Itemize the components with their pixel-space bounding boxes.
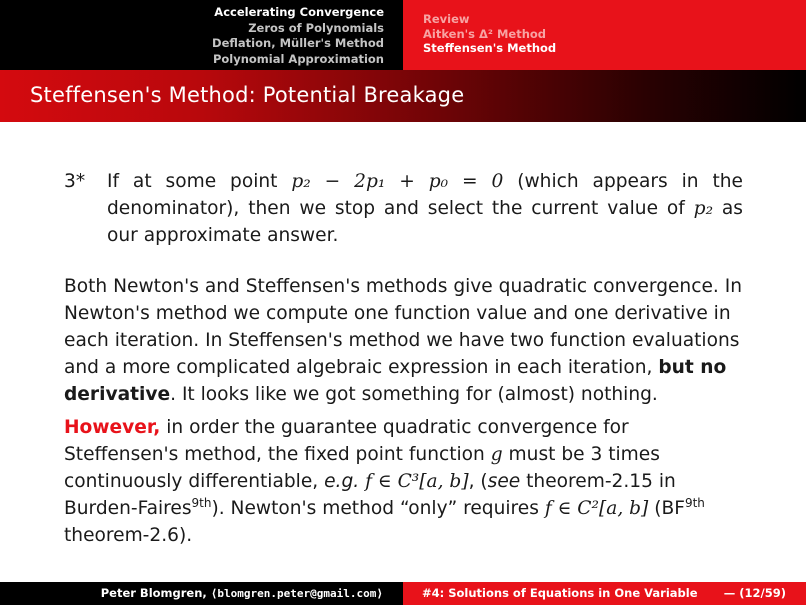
nav-subsection-aitkens-method[interactable]: Aitken's Δ² Method <box>423 26 547 41</box>
nav-section-deflation-mullers-method[interactable]: Deflation, Müller's Method <box>212 36 384 50</box>
denominator-formula: p₂ − 2p₁ + p₀ = 0 <box>291 171 504 192</box>
paragraph-text: (BF <box>648 498 685 519</box>
eg-abbrev: e.g. <box>324 471 360 492</box>
lecture-title: #4: Solutions of Equations in One Variable <box>422 586 698 600</box>
variable-p2: p₂ <box>693 198 714 219</box>
edition-superscript: 9th <box>684 495 705 510</box>
step-text-part: If at some point <box>107 171 292 192</box>
edition-superscript: 9th <box>191 495 212 510</box>
paragraph-text: theorem-2.6). <box>64 525 193 546</box>
paragraph-convergence <box>64 273 746 408</box>
step-text <box>107 168 743 249</box>
header-navigation <box>0 0 806 70</box>
nav-section-accelerating-convergence[interactable]: Accelerating Convergence <box>214 5 384 19</box>
paragraph-text: theorem-2.15 in Burden-Faires <box>64 471 676 519</box>
author-email: ⟨blomgren.peter@gmail.com⟩ <box>210 587 383 600</box>
page-counter: — (12/59) <box>723 586 786 600</box>
slide-title: Steffensen's Method: Potential Breakage <box>30 83 465 107</box>
see-word: see <box>487 471 521 492</box>
footer-lecture <box>403 582 806 605</box>
nav-section-polynomial-approximation[interactable]: Polynomial Approximation <box>212 51 384 66</box>
paragraph-text: must be 3 times continuously differentiable, <box>64 444 660 492</box>
footer-author <box>0 582 403 605</box>
paragraph-however <box>64 414 746 549</box>
nav-subsection-steffensens-method[interactable]: Steffensen's Method <box>423 41 557 55</box>
author-name: Peter Blomgren, <box>100 586 207 600</box>
step-text-part: (which appears in the denominator), then we stop and select the current value of <box>107 171 743 219</box>
paragraph-text: , ( <box>468 471 488 492</box>
however-emphasis: However, <box>64 417 161 438</box>
section-navigation <box>0 0 403 70</box>
paragraph-text: in order the guarantee quadratic convergence for Steffensen's method, the fixed point function <box>64 417 629 465</box>
condition-c3: f ∈ C³[a, b] <box>365 471 469 492</box>
footer-bar <box>0 582 806 605</box>
paragraph-text: ). Newton's method “only” requires <box>211 498 545 519</box>
step-text-part: as our approximate answer. <box>107 198 743 246</box>
paragraph-text: Both Newton's and Steffensen's methods give quadratic convergence. In Newton's method we compute one function value and one derivative in each iteration. In Steffensen's method we have two function evaluations and a more complicated algebraic expression in each iteration, <box>64 276 742 378</box>
slide-title-bar <box>0 70 806 122</box>
step-number: 3* <box>64 171 86 192</box>
nav-subsection-review[interactable]: Review <box>423 12 470 26</box>
step-item <box>64 168 746 249</box>
emphasis-no-derivative: but no derivative <box>64 357 727 405</box>
paragraph-text: . It looks like we got something for (almost) nothing. <box>170 384 658 405</box>
condition-c2: f ∈ C²[a, b] <box>544 498 649 519</box>
variable-g: g <box>490 444 503 465</box>
subsection-navigation <box>403 0 806 70</box>
nav-section-zeros-of-polynomials[interactable]: Zeros of Polynomials <box>248 20 384 35</box>
slide-content <box>64 168 746 549</box>
